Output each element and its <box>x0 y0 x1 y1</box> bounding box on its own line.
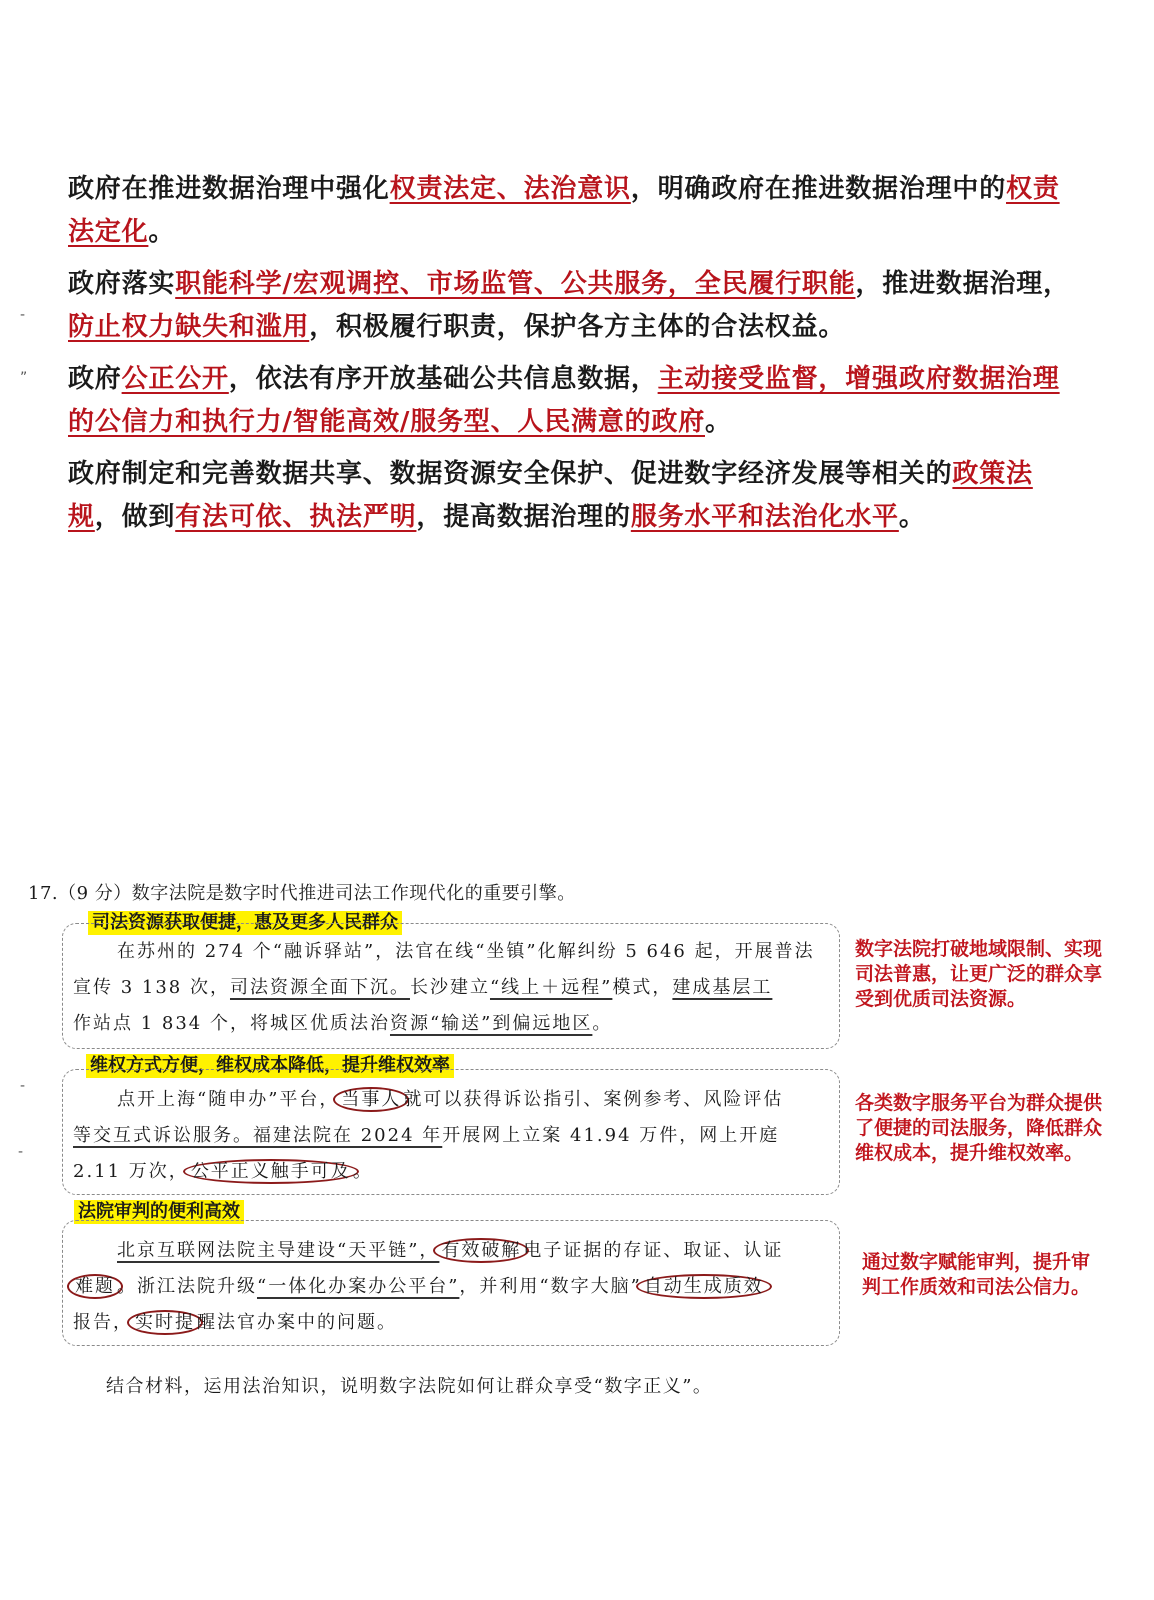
key-phrase: 防止权力缺失和滥用 <box>68 312 310 342</box>
plain-text: ，提高数据治理的 <box>416 502 631 532</box>
highlight-label-2: 维权方式方便，维权成本降低，提升维权效率 <box>86 1054 454 1078</box>
circled-phrase: 公平正义触手可及 <box>183 1159 359 1184</box>
margin-note-2: 各类数字服务平台为群众提供了便捷的司法服务，降低群众维权成本，提升维权效率。 <box>855 1092 1103 1164</box>
underlined-phrase: 福建法院在 2024 年 <box>253 1125 443 1146</box>
underlined-phrase: 北京互联网法院主导建设“天平链”， <box>117 1240 440 1261</box>
question-prompt: 结合材料，运用法治知识，说明数字法院如何让群众享受“数字正义”。 <box>106 1376 713 1397</box>
key-phrase: 职能科学/宏观调控、市场监管、公共服务，全民履行职能 <box>175 269 856 299</box>
key-phrase: 主动接受监督，增强政府数据治理的公信力和执行力/智能高效/服务型、人民满意的政府 <box>68 364 1060 437</box>
margin-note-3: 通过数字赋能审判，提升审判工作质效和司法公信力。 <box>862 1251 1091 1298</box>
plain-text: ，积极履行职责，保护各方主体的合法权益。 <box>309 312 846 342</box>
underlined-phrase: 司法资源全面下沉。 <box>229 977 410 998</box>
text-line <box>73 1305 829 1341</box>
plain-text: 政府在推进数据治理中强化 <box>68 174 390 204</box>
scan-mark: - <box>18 1144 24 1160</box>
text-line <box>73 970 829 1006</box>
underlined-phrase: “线上＋远程” <box>489 977 613 998</box>
key-phrase: 权责法定、法治意识 <box>389 174 631 204</box>
plain-text: 在苏州的 274 个“融诉驿站”，法官在线“坐镇”化解纠纷 5 646 起，开展普法 <box>117 941 815 962</box>
text-line <box>73 1233 829 1269</box>
plain-text: ，明确政府在推进数据治理中的 <box>630 174 1007 204</box>
plain-text: ，并利用“数字大脑” <box>459 1276 642 1297</box>
plain-text: 模式， <box>612 977 673 998</box>
plain-text: 。 <box>148 217 176 247</box>
plain-text: 就可以获得诉讼指引、案例参考、风险评估 <box>403 1089 784 1110</box>
plain-text: 。 <box>352 1161 373 1182</box>
plain-text: 作站点 1 834 个，将城区优质法治 <box>73 1013 390 1034</box>
plain-text: 。 <box>592 1013 613 1034</box>
scan-mark: - <box>20 1078 26 1094</box>
plain-text: 点开上海“随申办”平台， <box>117 1089 340 1110</box>
circled-phrase: 当事人 <box>333 1087 409 1112</box>
plain-text: 长沙建立 <box>409 977 490 998</box>
text-line <box>73 1154 829 1190</box>
question-title: 17.（9 分）数字法院是数字时代推进司法工作现代化的重要引擎。 <box>28 883 576 904</box>
margin-note-1: 数字法院打破地域限制、实现司法普惠，让更广泛的群众享受到优质司法资源。 <box>855 938 1103 1010</box>
circled-phrase: 实时提 <box>127 1310 203 1335</box>
highlight-label-1: 司法资源获取便捷，惠及更多人民群众 <box>88 911 402 935</box>
scan-mark: - <box>20 307 26 323</box>
material-box-3 <box>62 1220 840 1346</box>
plain-text: ，做到 <box>94 502 176 532</box>
scan-mark: ” <box>20 370 28 386</box>
circled-phrase: 有效破解 <box>433 1238 529 1263</box>
plain-text: 政府 <box>68 364 122 394</box>
material-text-1 <box>73 934 829 1042</box>
key-phrase: 政策法规 <box>68 459 1033 532</box>
highlight-label-3: 法院审判的便利高效 <box>74 1200 244 1224</box>
answer-notes <box>68 168 1078 548</box>
plain-text: 。浙江法院升级 <box>117 1276 257 1297</box>
plain-text: 2.11 万次， <box>73 1161 189 1182</box>
underlined-phrase: 等交互式诉讼服务。 <box>73 1125 253 1146</box>
key-phrase: 服务水平和法治化水平 <box>630 502 899 532</box>
text-line <box>73 1082 829 1118</box>
answer-paragraph-4 <box>68 453 1078 539</box>
material-text-3 <box>73 1233 829 1341</box>
answer-paragraph-2 <box>68 263 1078 349</box>
circled-phrase: 难题 <box>67 1274 123 1299</box>
plain-text: 。 <box>705 407 732 437</box>
material-box-1 <box>62 923 840 1049</box>
plain-text: ，依法有序开放基础公共信息数据， <box>228 364 658 394</box>
plain-text: 开展网上立案 41.94 万件，网上开庭 <box>442 1125 780 1146</box>
underlined-phrase: 资源“输送”到偏远地区 <box>389 1013 593 1034</box>
question-17 <box>0 875 1154 1435</box>
material-box-2 <box>62 1069 840 1195</box>
text-line <box>73 1118 829 1154</box>
text-line <box>73 1269 829 1305</box>
plain-text: ，推进数据治理， <box>855 269 1070 299</box>
plain-text: 醒法官办案中的问题。 <box>197 1312 397 1333</box>
material-text-2 <box>73 1082 829 1190</box>
answer-paragraph-3 <box>68 358 1078 444</box>
answer-paragraph-1 <box>68 168 1078 254</box>
text-line <box>73 934 829 970</box>
plain-text: 政府制定和完善数据共享、数据资源安全保护、促进数字经济发展等相关的 <box>68 459 953 489</box>
plain-text: 宣传 3 138 次， <box>73 977 230 998</box>
key-phrase: 权责法定化 <box>68 174 1060 247</box>
key-phrase: 公正公开 <box>121 364 229 394</box>
underlined-phrase: 建成基层工 <box>672 977 773 998</box>
underlined-phrase: “一体化办案办公平台” <box>257 1276 460 1297</box>
circled-phrase: 自动生成质效 <box>636 1274 772 1299</box>
text-line <box>73 1006 829 1042</box>
plain-text: 政府落实 <box>68 269 176 299</box>
key-phrase: 有法可依、执法严明 <box>175 502 417 532</box>
plain-text: 电子证据的存证、取证、认证 <box>523 1240 784 1261</box>
plain-text: 。 <box>898 502 926 532</box>
plain-text: 报告， <box>73 1312 133 1333</box>
